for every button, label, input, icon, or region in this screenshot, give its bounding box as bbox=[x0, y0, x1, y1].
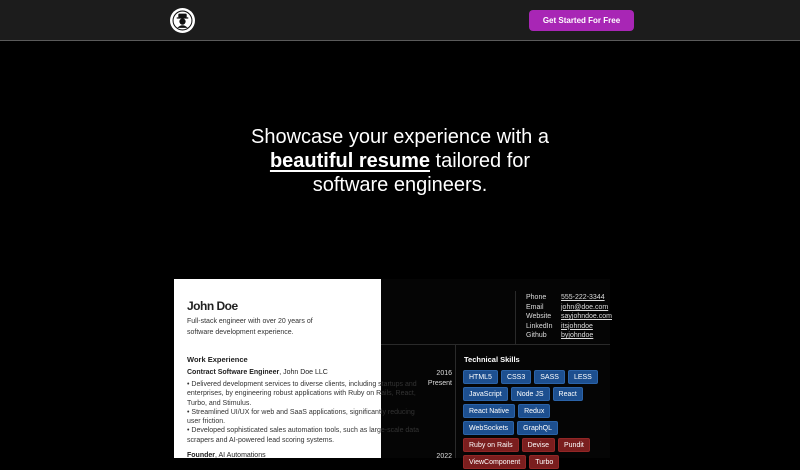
job1-bullet-line: enterprises, by engineering robust applications with Ruby on Rails, React, bbox=[187, 390, 416, 398]
skill-chip: Ruby on Rails bbox=[463, 438, 519, 452]
contact-value[interactable]: john@doe.com bbox=[561, 303, 609, 311]
work-experience-title: Work Experience bbox=[187, 355, 248, 364]
job2-dates bbox=[410, 452, 452, 462]
resume-name: John Doe bbox=[187, 299, 238, 313]
hero-line-2-rest: tailored for bbox=[435, 150, 531, 172]
contact-value[interactable]: 555-222-3344 bbox=[561, 294, 605, 301]
job1-end: Present bbox=[427, 379, 452, 387]
job1-bullet-line: • Developed sophisticated sales automation tools, such as large-scale data bbox=[187, 427, 420, 435]
hero-line-2 bbox=[0, 149, 800, 173]
contact-row bbox=[526, 312, 615, 322]
skill-chip: Node JS bbox=[511, 387, 550, 401]
job1-bullet-line: • Streamlined UI/UX for web and SaaS applications, significantly reducing bbox=[187, 408, 415, 416]
skill-chip: LESS bbox=[568, 370, 598, 384]
skill-chip: ViewComponent bbox=[463, 455, 526, 469]
job2-heading bbox=[187, 452, 266, 459]
skill-chip: React Native bbox=[463, 404, 515, 418]
contact-value[interactable]: sayjohndoe.com bbox=[561, 313, 612, 321]
skill-chip: HTML5 bbox=[463, 370, 498, 384]
contact-label: LinkedIn bbox=[526, 322, 553, 330]
job1-bullet-line: Turbo, and Stimulus. bbox=[187, 399, 252, 407]
skills-list bbox=[463, 370, 603, 469]
skill-chip: Turbo bbox=[529, 455, 559, 469]
job1-bullet-line: • Delivered development services to diverse clients, including startups and bbox=[187, 381, 417, 388]
contact-label: Email bbox=[526, 303, 544, 311]
contact-value[interactable]: itsjohndoe bbox=[561, 322, 593, 330]
contact-block bbox=[515, 291, 615, 344]
job1-bullet-line: user friction. bbox=[187, 418, 226, 426]
hero-emphasis: beautiful resume bbox=[269, 150, 430, 172]
skill-chip: GraphQL bbox=[517, 421, 558, 435]
job2-title: Founder bbox=[187, 452, 215, 459]
get-started-button[interactable]: Get Started For Free bbox=[529, 10, 634, 31]
job2-company: , AI Automations bbox=[215, 452, 266, 459]
contact-row bbox=[526, 303, 615, 313]
contact-row bbox=[526, 322, 615, 332]
top-nav-bar bbox=[0, 0, 800, 41]
skill-chip: WebSockets bbox=[463, 421, 514, 435]
divider-horizontal bbox=[381, 344, 610, 345]
skill-chip: Devise bbox=[522, 438, 555, 452]
skill-chip: Pundit bbox=[558, 438, 590, 452]
skill-chip: JavaScript bbox=[463, 387, 508, 401]
skill-chip: SASS bbox=[534, 370, 565, 384]
job1-company: , John Doe LLC bbox=[279, 369, 328, 376]
hero-line-1: Showcase your experience with a bbox=[251, 126, 549, 148]
skill-chip: React bbox=[553, 387, 583, 401]
skill-chip: CSS3 bbox=[501, 370, 531, 384]
hero-line-3: software engineers. bbox=[312, 174, 488, 196]
skill-chip: Redux bbox=[518, 404, 550, 418]
logo-icon[interactable] bbox=[170, 8, 195, 33]
contact-label: Github bbox=[526, 332, 547, 340]
job1-start: 2016 bbox=[436, 370, 452, 377]
job1-bullet-line: scrapers and AI-powered lead scoring systems. bbox=[187, 436, 335, 444]
contact-row bbox=[526, 331, 615, 341]
contact-row bbox=[526, 293, 615, 303]
contact-value[interactable]: byjohndoe bbox=[561, 332, 594, 340]
job2-start: 2022 bbox=[436, 453, 452, 460]
contact-label: Website bbox=[526, 313, 552, 321]
job1-heading bbox=[187, 369, 328, 376]
skills-title: Technical Skills bbox=[464, 355, 520, 364]
divider-vertical bbox=[455, 345, 456, 458]
resume-tagline: Full-stack engineer with over 20 years of software development experience. bbox=[187, 318, 313, 336]
job1-bullets bbox=[187, 380, 427, 445]
hero-headline bbox=[0, 125, 800, 197]
contact-label: Phone bbox=[526, 294, 547, 301]
job1-title: Contract Software Engineer bbox=[187, 369, 280, 376]
